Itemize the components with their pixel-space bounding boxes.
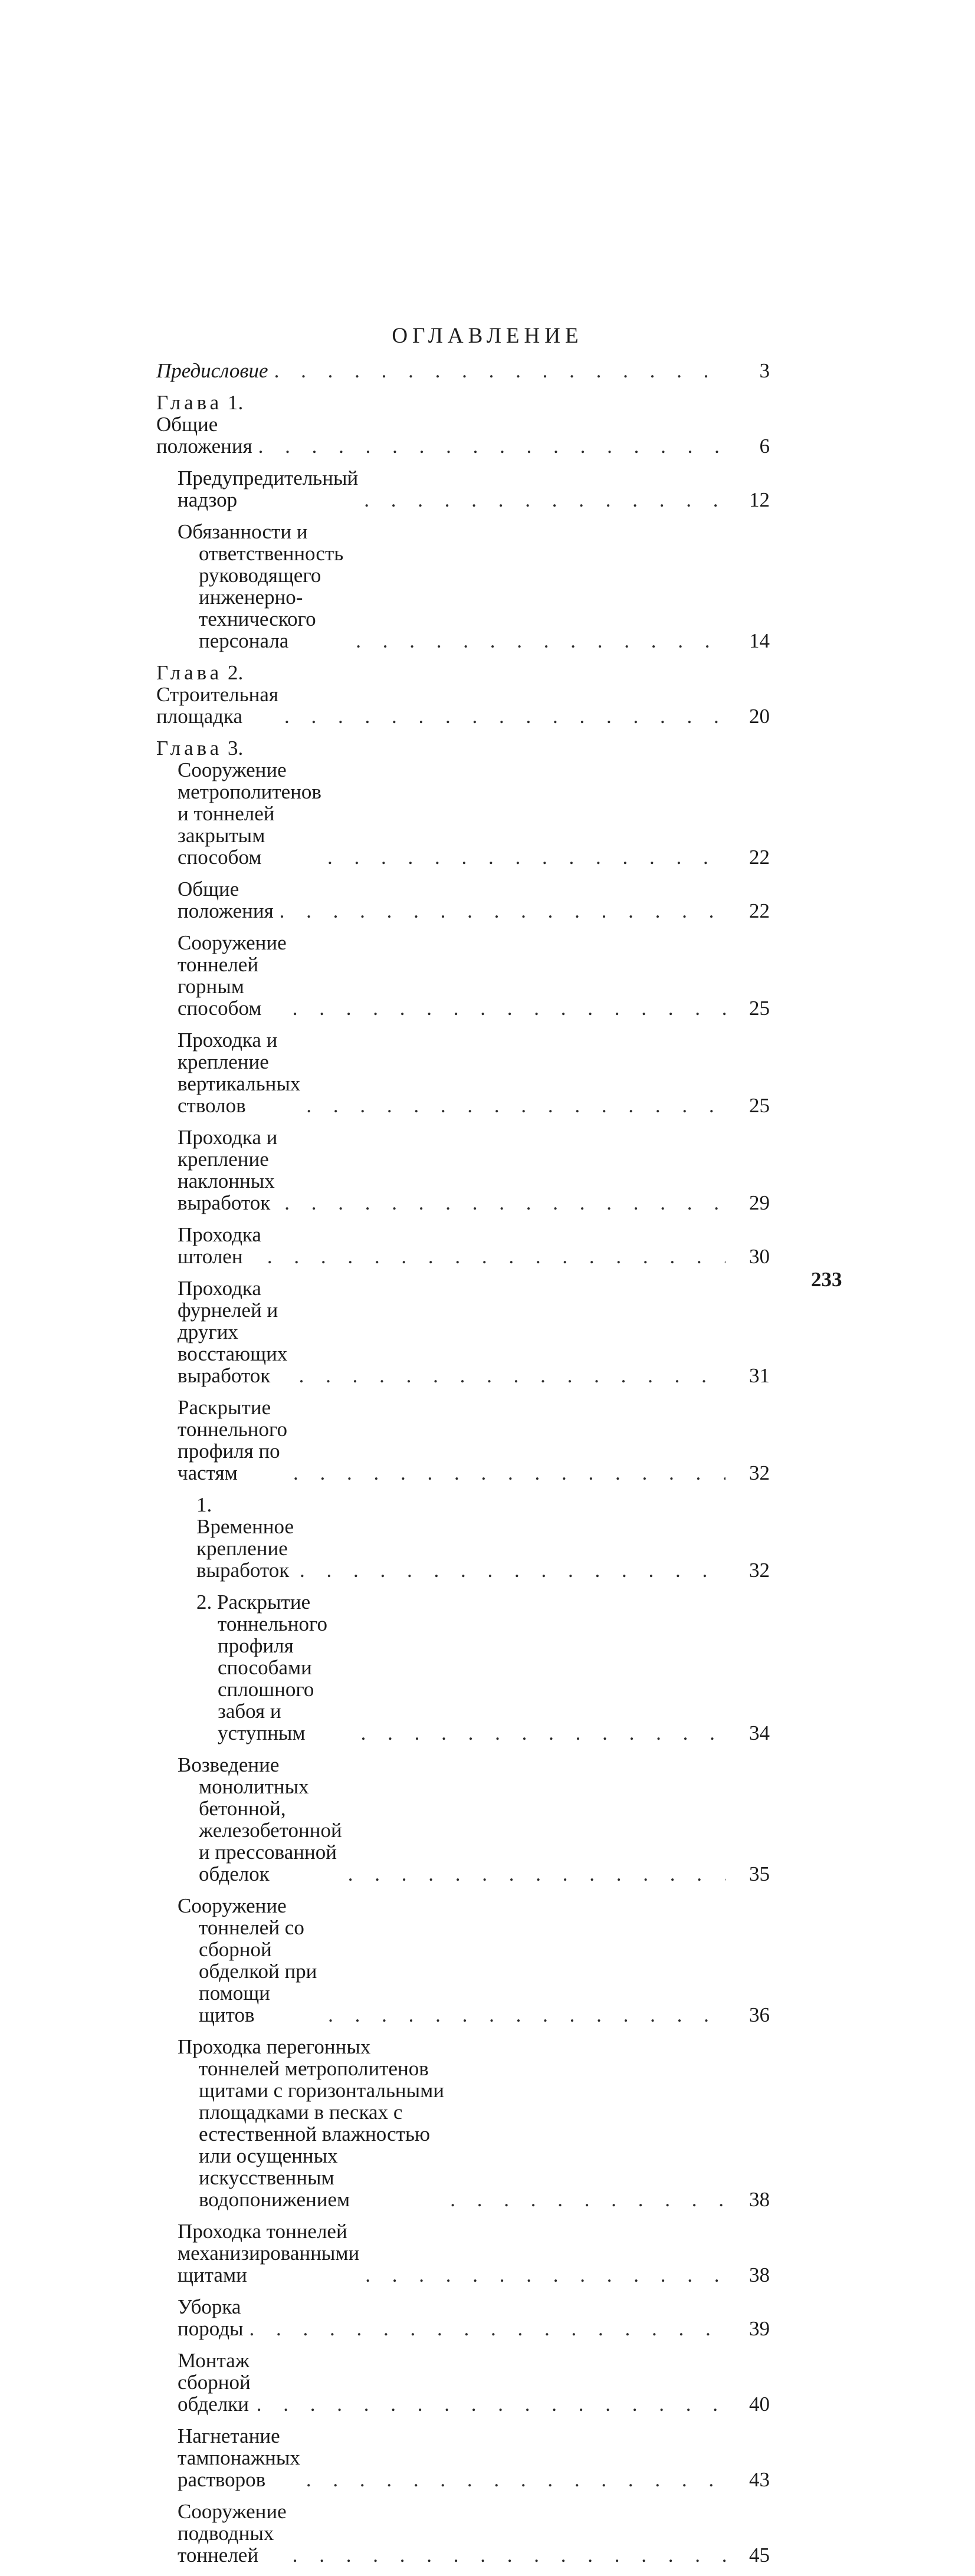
dot-leader [251,2393,725,2415]
toc-entry-page: 14 [749,629,770,652]
toc-entry-label [178,2296,244,2340]
dot-leader [358,489,725,511]
dot-leader [252,435,725,457]
toc-entry-label [156,662,278,727]
dot-leader [300,2469,725,2490]
toc-entry-title: Сооружение тоннелей горным способом [178,931,287,1020]
toc-entry-label [196,1591,355,1744]
table-of-contents [156,360,770,2576]
toc-entry-label [178,2220,359,2286]
page-number: 233 [811,1268,842,1291]
dot-leader [444,2189,725,2210]
chapter-word: Глава [156,391,223,414]
toc-entry-page: 38 [749,2263,770,2286]
toc-entry-title: Проходка фурнелей и других восстающих выработок [178,1277,288,1387]
toc-entry-page: 3 [759,359,770,382]
toc-entry-label [178,1126,278,1214]
toc-entry-label [178,1754,342,1885]
toc-entry-label [178,1029,300,1116]
toc-entry [156,2501,770,2566]
toc-entry-label [178,2425,300,2490]
dot-leader [359,2264,725,2286]
toc-entry-label [178,878,274,922]
toc-entry-page: 36 [749,2003,770,2026]
toc-entry-title: Проходка тоннелей механизированными щитами [178,2220,360,2286]
toc-entry-title: Сооружение подводных тоннелей [178,2500,287,2567]
toc-entry [156,1224,770,1267]
toc-entry-page: 43 [749,2468,770,2491]
toc-entry [156,1397,770,1484]
toc-entry [156,2296,770,2340]
toc-entry-page: 20 [749,705,770,728]
dot-leader [350,630,725,652]
toc-entry-title: Предисловие [156,359,268,382]
page-title: ОГЛАВЛЕНИЕ [392,324,583,348]
dot-leader [294,1559,725,1581]
toc-entry-title: Предупредительный надзор [178,466,359,511]
toc-entry-title: Проходка и крепление вертикальных стволов [178,1029,301,1117]
toc-entry-title: Проходка перегонных тоннелей метрополитенов щитами с горизонтальными площадками в песках с естественной влажностью или осущенных искусственным водопонижением [178,2035,445,2211]
dot-leader [355,1722,725,1744]
toc-entry-title: Возведение монолитных бетонной, железобетонной и прессованной обделок [178,1753,342,1885]
toc-entry-title: Проходка штолен [178,1223,261,1268]
toc-entry-label [156,737,321,868]
toc-entry [156,2350,770,2415]
dot-leader [322,2004,725,2026]
toc-entry [156,1277,770,1386]
toc-entry-page: 29 [749,1191,770,1214]
toc-entry-title: Обязанности и ответственность руководящего инженерно-технического персонала [178,520,344,652]
toc-entry-label [196,1494,294,1581]
toc-entry-label [178,1895,322,2026]
dot-leader [342,1863,725,1885]
toc-entry-page: 39 [749,2317,770,2340]
toc-entry [156,2220,770,2286]
toc-entry-title: 1. Общие положения [156,391,252,458]
toc-entry-title: Проходка и крепление наклонных выработок [178,1126,278,1214]
toc-entry-title: Монтаж сборной обделки [178,2349,251,2416]
dot-leader [287,2544,725,2566]
toc-entry-label [178,2501,287,2566]
toc-entry [156,2036,770,2210]
dot-leader [278,705,725,727]
toc-entry [156,1895,770,2026]
dot-leader [321,846,725,868]
toc-entry [156,1754,770,1885]
dot-leader [300,1095,725,1116]
toc-entry-page: 45 [749,2544,770,2567]
dot-leader [261,1246,725,1267]
toc-entry-label [178,2036,444,2210]
toc-entry [156,360,770,382]
toc-entry [156,662,770,727]
toc-entry [156,521,770,652]
dot-leader [274,900,725,922]
chapter-word: Глава [156,661,223,684]
toc-entry-page: 32 [749,1461,770,1484]
toc-entry [156,2425,770,2490]
toc-entry [156,1029,770,1116]
toc-entry-label [178,521,350,652]
dot-leader [244,2318,725,2340]
toc-entry-title: Сооружение тоннелей со сборной обделкой при помощи щитов [178,1894,317,2026]
toc-entry-page: 22 [749,846,770,869]
toc-entry-label [156,360,268,382]
toc-entry-page: 35 [749,1862,770,1885]
toc-entry-page: 40 [749,2393,770,2416]
toc-entry-page: 31 [749,1364,770,1387]
toc-entry-label [178,1397,287,1484]
toc-entry-title: Уборка породы [178,2295,244,2340]
toc-entry-page: 25 [749,1094,770,1117]
dot-leader [278,1192,725,1214]
toc-entry-label [156,392,252,457]
toc-entry-label [178,1224,261,1267]
toc-entry-title: Раскрытие тоннельного профиля по частям [178,1396,287,1484]
toc-entry-label [178,467,358,511]
toc-entry-page: 34 [749,1721,770,1744]
toc-entry [156,392,770,457]
toc-entry-page: 30 [749,1245,770,1268]
toc-entry [156,878,770,922]
toc-entry [156,737,770,868]
toc-entry-title: 3. Сооружение метрополитенов и тоннелей закрытым способом [178,737,321,869]
toc-entry-page: 22 [749,899,770,922]
toc-entry [156,932,770,1019]
toc-entry-label [178,2350,251,2415]
toc-entry-page: 12 [749,488,770,511]
toc-entry [156,1126,770,1214]
toc-entry-page: 25 [749,997,770,1020]
toc-entry [156,1494,770,1581]
toc-entry-page: 6 [759,435,770,458]
toc-entry-title: Нагнетание тампонажных растворов [178,2424,300,2491]
chapter-word: Глава [156,737,223,760]
toc-entry [156,467,770,511]
dot-leader [268,360,725,382]
dot-leader [287,997,725,1019]
toc-entry-title: 2. Раскрытие тоннельного профиля способами сплошного забоя и уступным [196,1591,327,1744]
dot-leader [293,1365,725,1386]
toc-entry-page: 38 [749,2188,770,2211]
dot-leader [287,1462,725,1484]
toc-entry-label [178,932,287,1019]
toc-entry-page: 32 [749,1559,770,1582]
toc-entry [156,1591,770,1744]
toc-entry-title: 2. Строительная площадка [156,661,278,728]
toc-entry-label [178,1277,293,1386]
toc-entry-title: Общие положения [178,878,274,922]
toc-entry-title: 1. Временное крепление выработок [196,1493,294,1582]
